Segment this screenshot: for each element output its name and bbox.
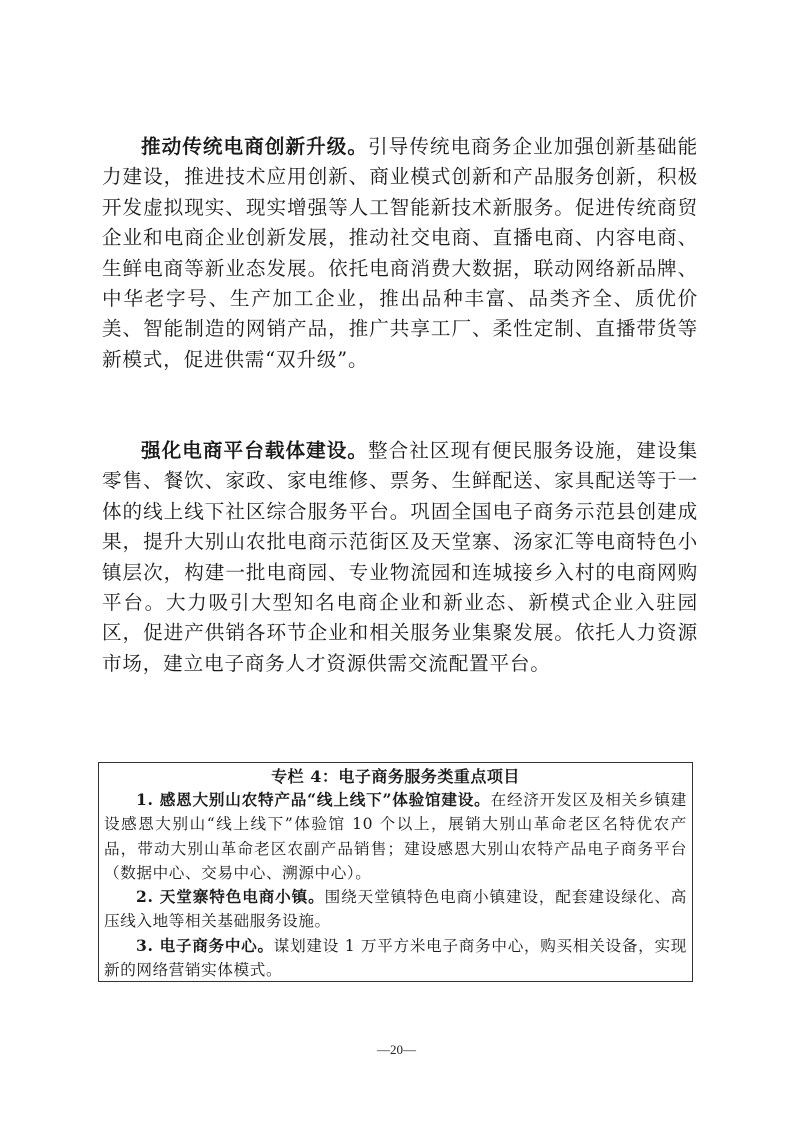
project-heading: 3. 电子商务中心。 <box>136 935 274 955</box>
project-body: 围绕天堂镇特色电商小镇建设，配套建设绿化、高压线入地等相关基础服务设施。 <box>104 888 687 931</box>
paragraph-ecommerce-upgrade <box>102 132 698 375</box>
project-heading: 2. 天堂寨特色电商小镇。 <box>136 887 325 907</box>
key-projects-box <box>98 762 693 982</box>
paragraph-heading: 强化电商平台载体建设。 <box>141 439 369 462</box>
page-number: —20— <box>377 1042 416 1057</box>
project-heading: 1. 感恩大别山农特产品“线上线下”体验馆建设。 <box>136 790 491 809</box>
paragraph-body: 整合社区现有便民服务设施，建设集零售、餐饮、家政、家电维修、票务、生鲜配送、家具配送等于一体的线上线下社区综合服务平台。巩固全国电子商务示范县创建成果，提升大别山农批电商示范街区及天堂寨、汤家汇等电商特色小镇层次，构建一批电商园、专业物流园和连城接乡入村的电商网购平台。大力吸引大型知名电商企业和新业态、新模式企业入驻园区，促进产供销各环节企业和相关服务业集聚发展。依托人力资源市场，建立电子商务人才资源供需交流配置平台。 <box>102 439 698 675</box>
paragraph-heading: 推动传统电商创新升级。 <box>141 135 369 158</box>
paragraph-body: 引导传统电商务企业加强创新基础能力建设，推进技术应用创新、商业模式创新和产品服务创新，积极开发虚拟现实、现实增强等人工智能新技术新服务。促进传统商贸企业和电商企业创新发展，推动社交电商、直播电商、内容电商、生鲜电商等新业态发展。依托电商消费大数据，联动网络新品牌、中华老字号、生产加工企业，推出品种丰富、品类齐全、质优价美、智能制造的网销产品，推广共享工厂、柔性定制、直播带货等新模式，促进供需“双升级”。 <box>102 135 698 371</box>
paragraph-platform-construction <box>102 436 698 679</box>
project-body: 谋划建设 1 万平方米电子商务中心，购买相关设备，实现新的网络营销实体模式。 <box>104 936 687 980</box>
project-item <box>99 788 692 885</box>
project-item <box>99 934 692 983</box>
project-item <box>99 885 692 934</box>
project-body: 在经济开发区及相关乡镇建设感恩大别山“线上线下”体验馆 10 个以上，展销大别山革命老区名特优农产品，带动大别山革命老区农副产品销售；建设感恩大别山农特产品电子商务平台（数据中心、交易中心、溯源中心）。 <box>104 791 688 882</box>
box-title: 专栏 4：电子商务服务类重点项目 <box>271 767 520 786</box>
